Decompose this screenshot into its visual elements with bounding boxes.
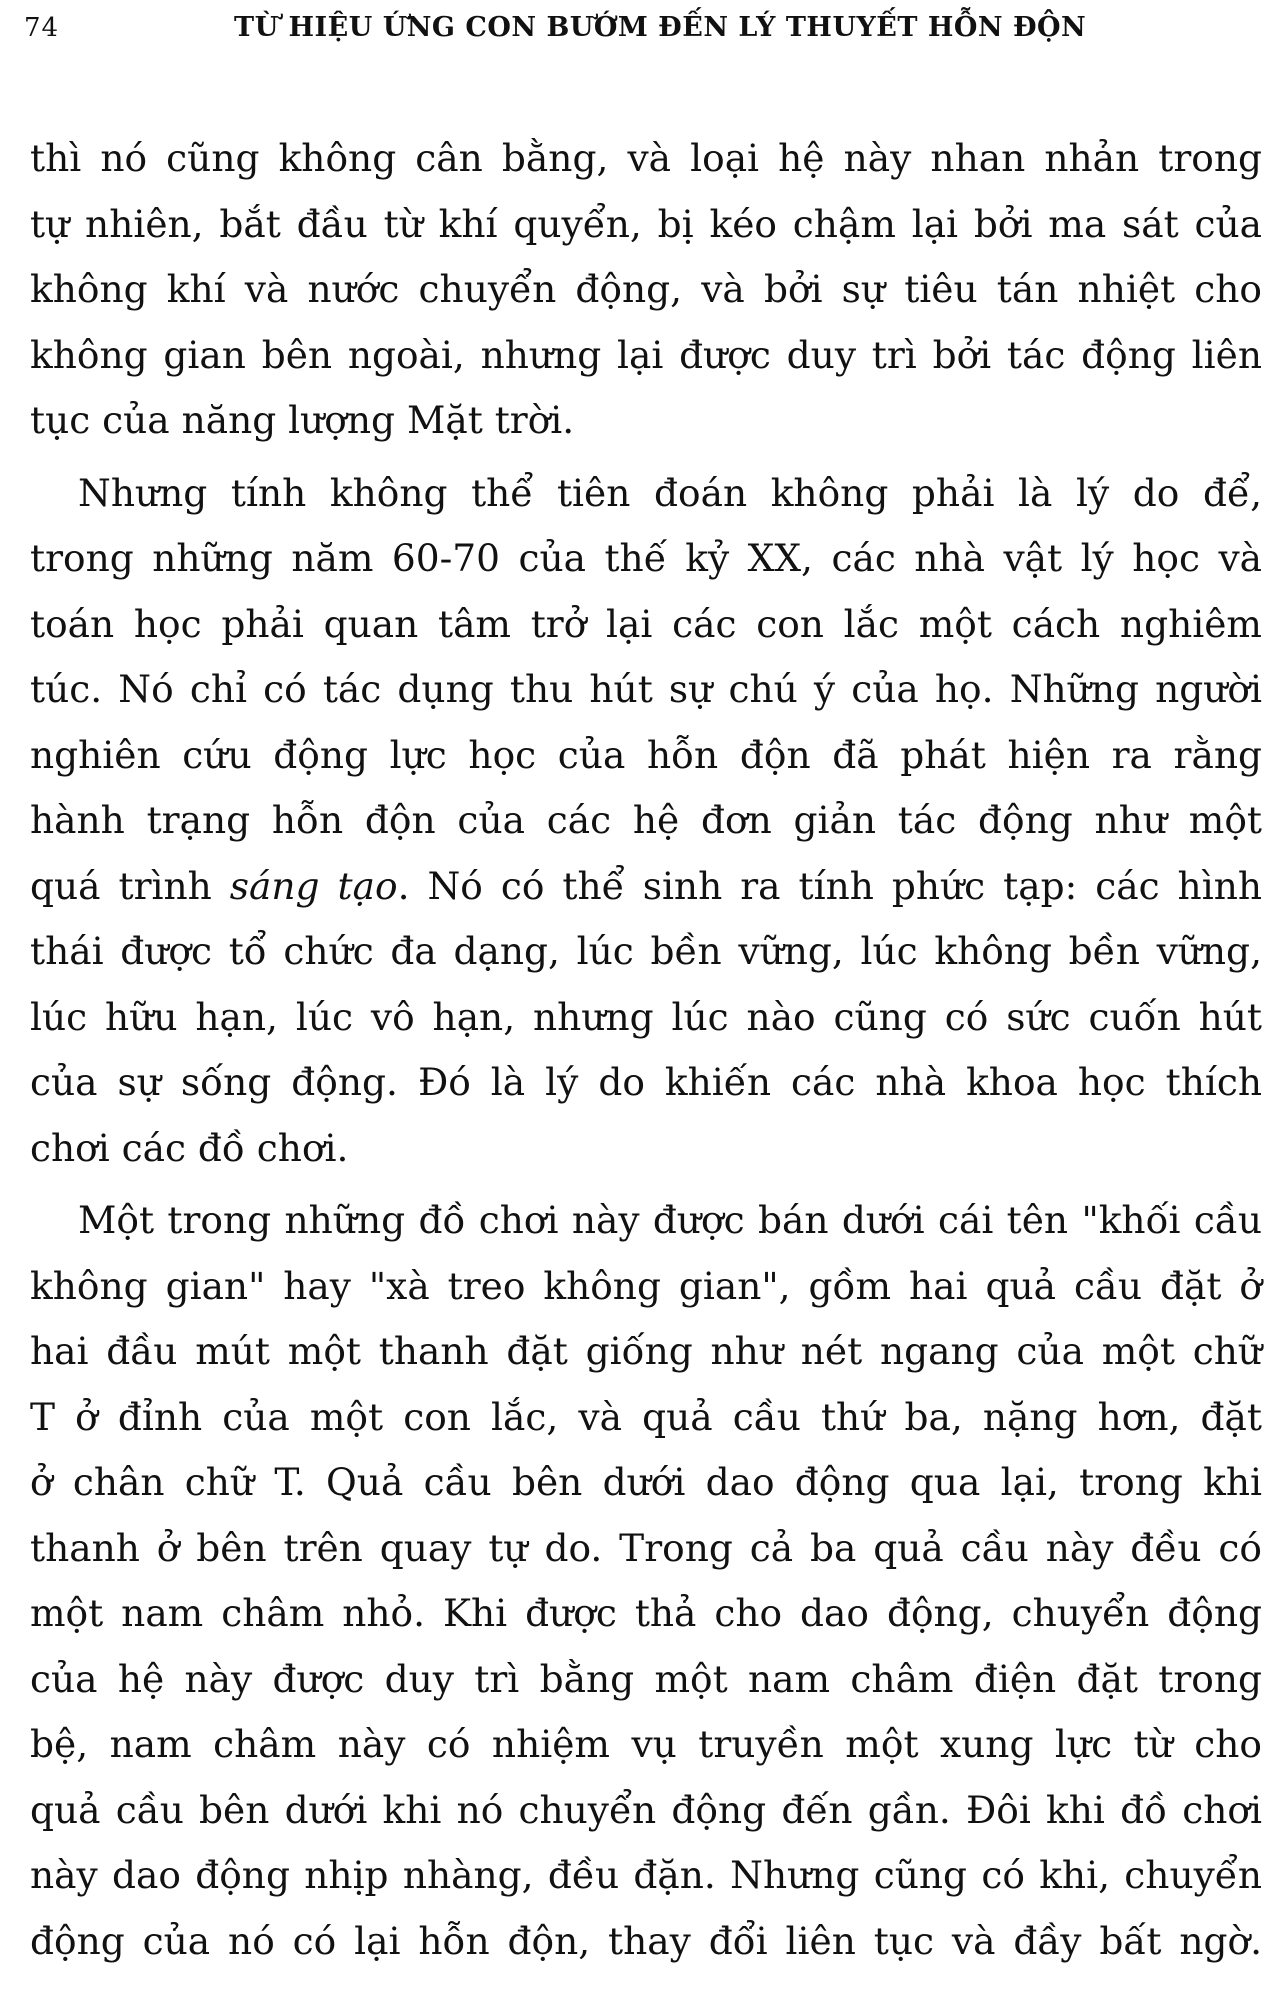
text-line: bệ, nam châm này có nhiệm vụ truyền một xung lực từ cho: [30, 1722, 1262, 1766]
text-segment: . Nó có thể sinh ra tính phức tạp: các hình: [397, 863, 1263, 908]
text-line: trong những năm 60-70 của thế kỷ XX, các nhà vật lý học và: [30, 536, 1262, 580]
text-line: lúc hữu hạn, lúc vô hạn, nhưng lúc nào cũng có sức cuốn hút: [30, 994, 1262, 1039]
text-line: thái được tổ chức đa dạng, lúc bền vững, lúc không bền vững,: [30, 929, 1262, 973]
text-line: quả cầu bên dưới khi nó chuyển động đến gần. Đôi khi đồ chơi: [30, 1787, 1262, 1832]
text-line: thì nó cũng không cân bằng, và loại hệ này nhan nhản trong: [30, 136, 1262, 180]
text-line: một nam châm nhỏ. Khi được thả cho dao động, chuyển động: [30, 1591, 1262, 1635]
text-line: T ở đỉnh của một con lắc, và quả cầu thứ ba, nặng hơn, đặt: [30, 1394, 1262, 1439]
text-line: nghiên cứu động lực học của hỗn độn đã phát hiện ra rằng: [30, 732, 1262, 777]
running-header: [24, 8, 1256, 48]
text-line: không gian bên ngoài, nhưng lại được duy trì bởi tác động liên: [30, 332, 1262, 377]
text-line: động của nó có lại hỗn độn, thay đổi liên tục và đầy bất ngờ.: [30, 1918, 1262, 1963]
paragraph-1: [30, 126, 1262, 454]
paragraph-2: [30, 461, 1262, 1182]
text-line-with-italic: [30, 854, 1262, 920]
italic-phrase: sáng tạo: [229, 863, 398, 908]
text-line: của sự sống động. Đó là lý do khiến các nhà khoa học thích: [30, 1060, 1262, 1104]
body-text: [30, 126, 1262, 1974]
text-line: không gian" hay "xà treo không gian", gồm hai quả cầu đặt ở: [30, 1263, 1262, 1308]
text-line: Một trong những đồ chơi này được bán dưới cái tên "khối cầu: [78, 1198, 1262, 1242]
text-segment: quá trình: [30, 863, 212, 908]
text-line: này dao động nhịp nhàng, đều đặn. Nhưng cũng có khi, chuyển: [30, 1853, 1262, 1897]
text-line: toán học phải quan tâm trở lại các con lắc một cách nghiêm: [30, 601, 1262, 646]
text-line: không khí và nước chuyển động, và bởi sự tiêu tán nhiệt cho: [30, 267, 1262, 311]
running-title: TỪ HIỆU ỨNG CON BƯỚM ĐẾN LÝ THUYẾT HỖN ĐỘN: [234, 12, 1087, 43]
text-line: thanh ở bên trên quay tự do. Trong cả ba quả cầu này đều có: [30, 1525, 1262, 1570]
text-line: Nhưng tính không thể tiên đoán không phải là lý do để,: [78, 470, 1262, 515]
text-line: ở chân chữ T. Quả cầu bên dưới dao động qua lại, trong khi: [30, 1460, 1262, 1504]
text-line: hành trạng hỗn độn của các hệ đơn giản tác động như một: [30, 798, 1262, 842]
text-line: của hệ này được duy trì bằng một nam châm điện đặt trong: [30, 1656, 1262, 1701]
text-line: hai đầu mút một thanh đặt giống như nét ngang của một chữ: [30, 1329, 1262, 1373]
text-line: túc. Nó chỉ có tác dụng thu hút sự chú ý của họ. Những người: [30, 667, 1262, 711]
text-line: tục của năng lượng Mặt trời.: [30, 398, 575, 442]
page-number: 74: [24, 13, 60, 43]
paragraph-3: [30, 1188, 1262, 1974]
text-line: tự nhiên, bắt đầu từ khí quyển, bị kéo chậm lại bởi ma sát của: [30, 201, 1262, 246]
text-line: chơi các đồ chơi.: [30, 1125, 349, 1170]
